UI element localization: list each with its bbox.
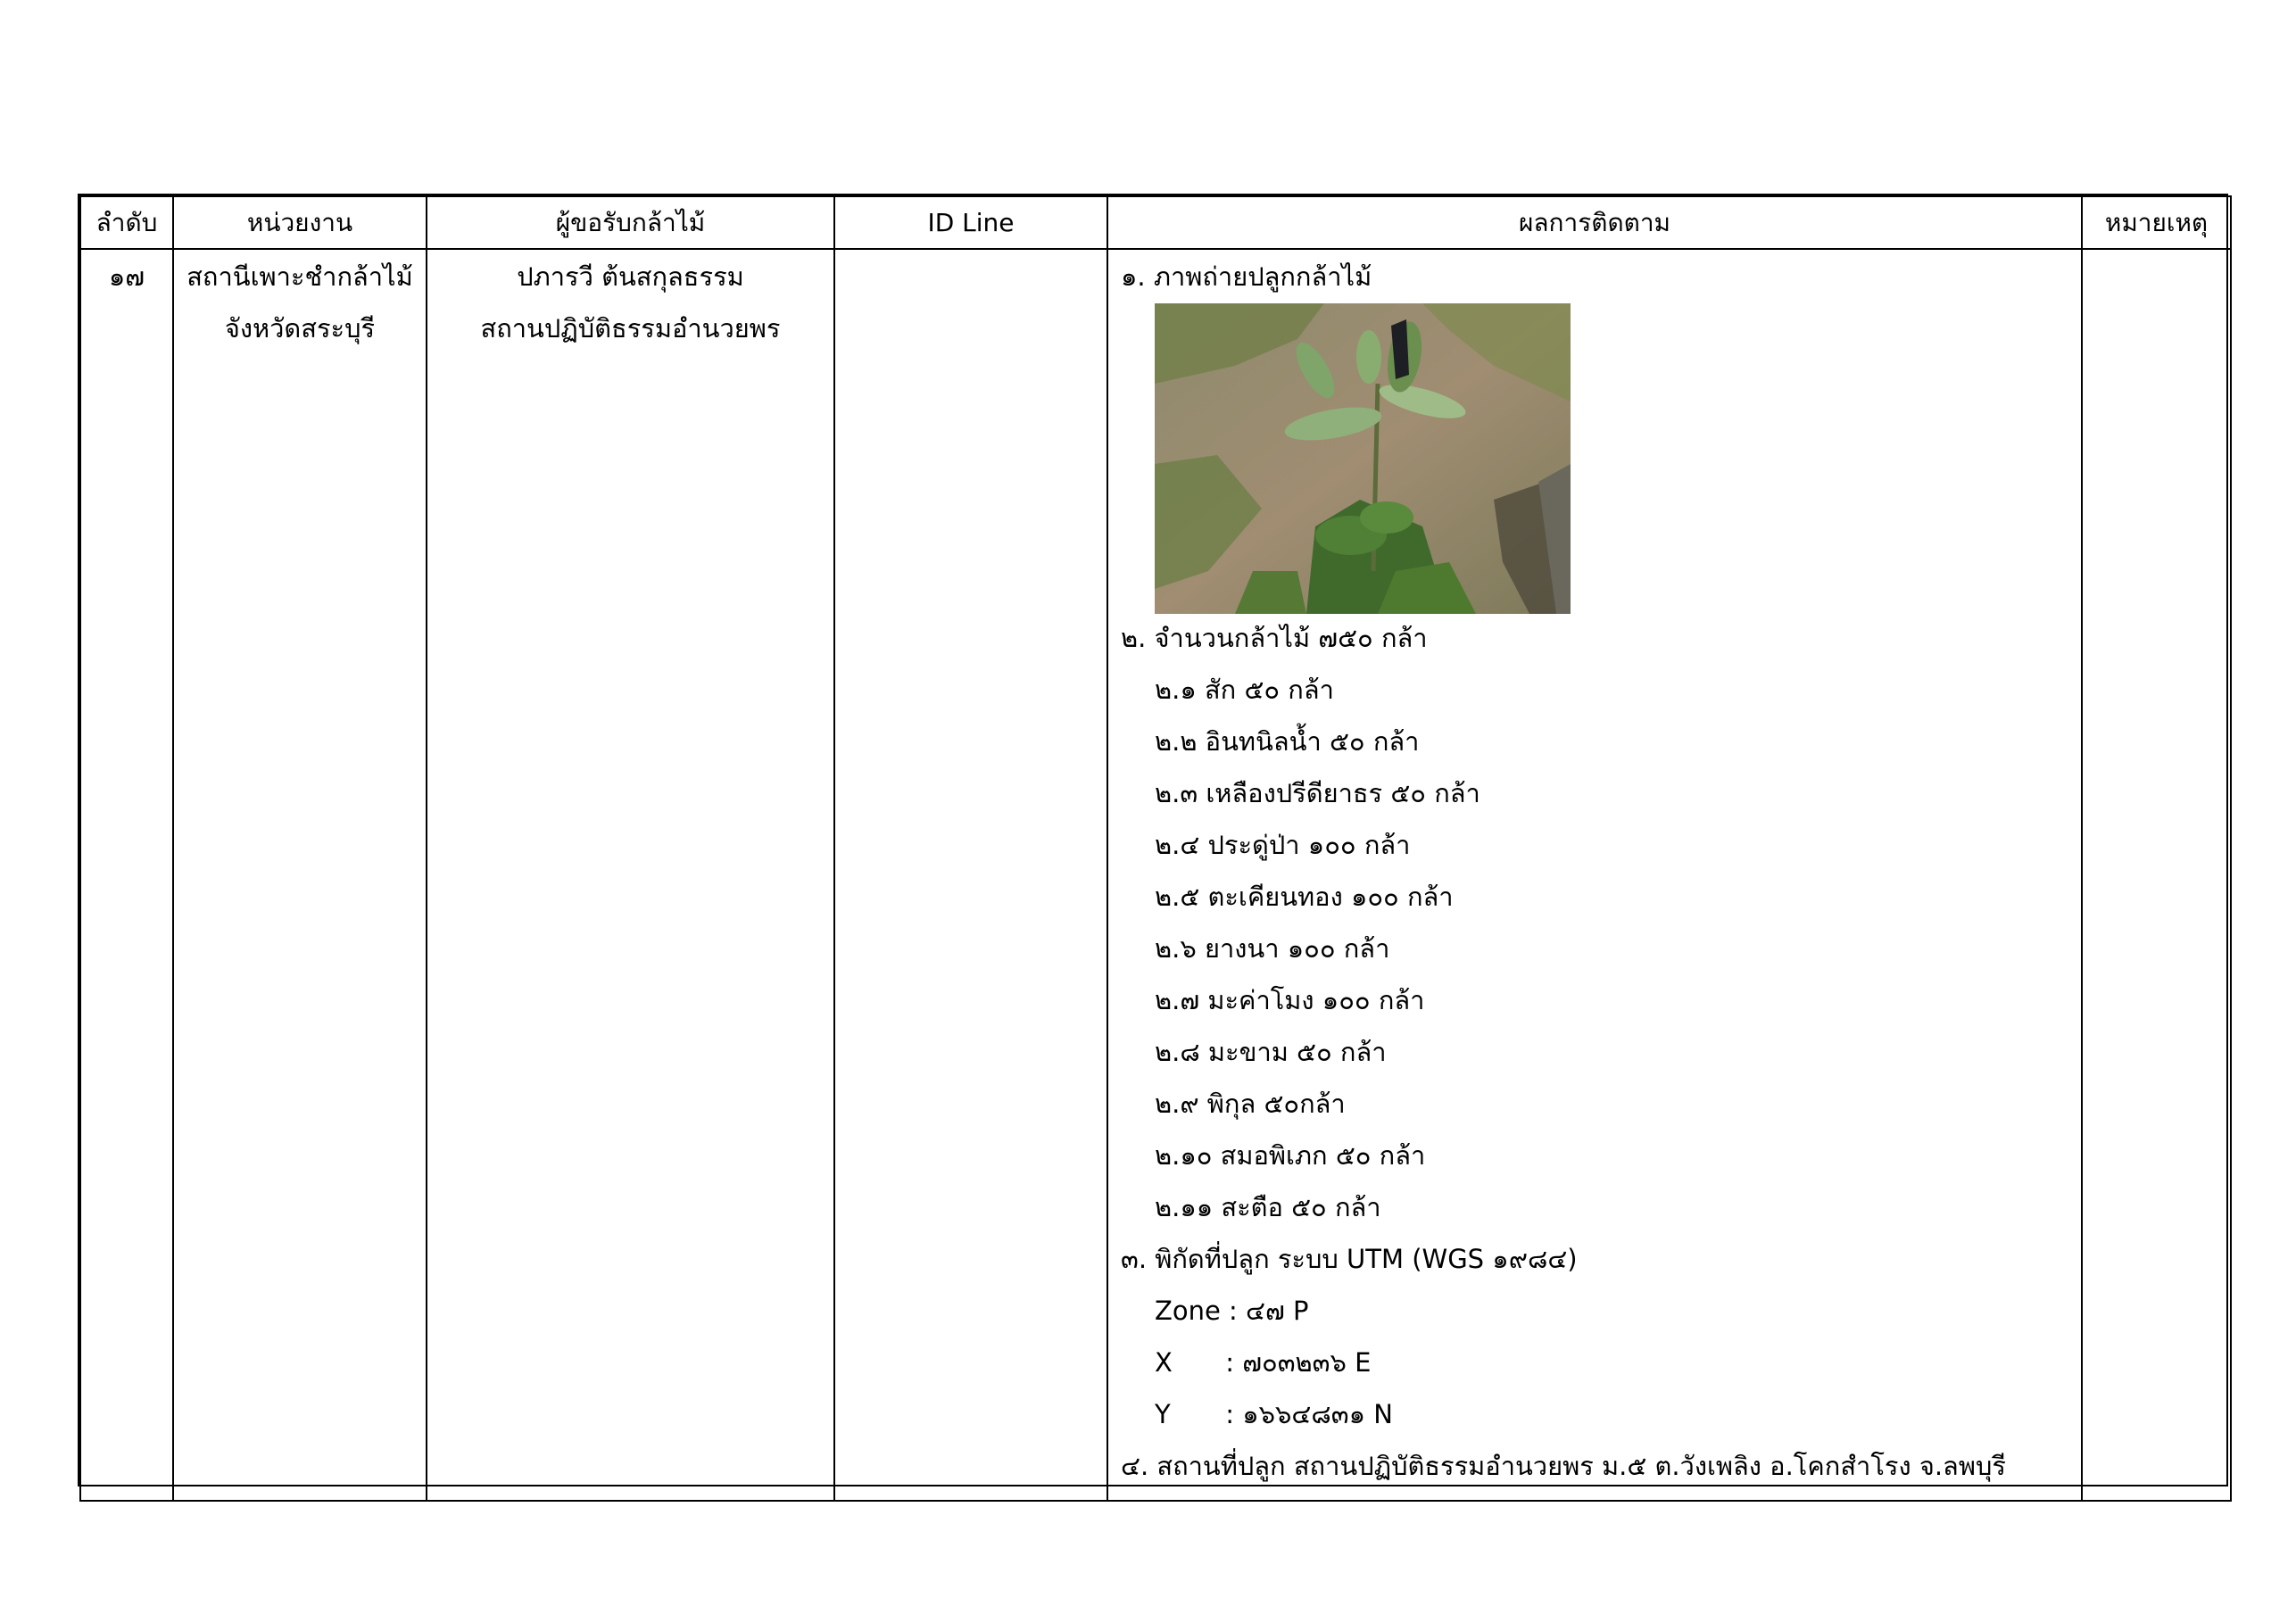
zone-value: ๔๗ P	[1246, 1296, 1309, 1326]
list-item: ๒.๖ ยางนา ๑๐๐ กล้า	[1155, 933, 1390, 964]
header-row	[80, 196, 2231, 249]
zone-label: Zone :	[1155, 1296, 1238, 1326]
agency-province: จังหวัดสระบุรี	[224, 313, 376, 344]
monitoring-table-frame	[78, 194, 2228, 1486]
cell-remark	[2082, 249, 2231, 1501]
monitoring-table	[79, 195, 2232, 1502]
y-label: Y	[1155, 1399, 1171, 1429]
seedling-count-heading: ๒. จำนวนกล้าไม้ ๗๕๐ กล้า	[1121, 623, 1428, 653]
cell-result	[1107, 249, 2082, 1501]
x-label: X	[1155, 1347, 1173, 1378]
header-id-line: ID Line	[834, 196, 1107, 249]
order-number: ๑๗	[108, 261, 145, 292]
list-item: ๒.๔ ประดู่ป่า ๑๐๐ กล้า	[1155, 830, 1411, 860]
y-coordinate-line	[1121, 1396, 2081, 1448]
header-remark: หมายเหตุ	[2082, 196, 2231, 249]
header-agency: หน่วยงาน	[173, 196, 427, 249]
photo-heading: ๑. ภาพถ่ายปลูกกล้าไม้	[1121, 261, 1372, 292]
cell-order	[80, 249, 173, 1501]
cell-agency	[173, 249, 427, 1501]
list-item: ๒.๓ เหลืองปรีดียาธร ๕๐ กล้า	[1155, 778, 1480, 808]
list-item: ๒.๑๑ สะตือ ๕๐ กล้า	[1155, 1192, 1381, 1222]
list-item: ๒.๙ พิกุล ๕๐กล้า	[1155, 1089, 1346, 1119]
list-item: ๒.๑ สัก ๕๐ กล้า	[1155, 675, 1334, 705]
agency-name: สถานีเพาะชำกล้าไม้	[186, 261, 413, 292]
table-row	[80, 249, 2231, 1501]
list-item: ๒.๘ มะขาม ๕๐ กล้า	[1155, 1037, 1387, 1067]
requester-organization: สถานปฏิบัติธรรมอำนวยพร	[480, 313, 781, 344]
y-value: : ๑๖๖๔๘๓๑ N	[1225, 1399, 1393, 1429]
header-order: ลำดับ	[80, 196, 173, 249]
requester-name: ปภารวี ต้นสกุลธรรม	[517, 261, 744, 292]
id-line-value	[835, 259, 1107, 311]
cell-requester	[427, 249, 834, 1501]
list-item: ๒.๕ ตะเคียนทอง ๑๐๐ กล้า	[1155, 882, 1454, 912]
list-item: ๒.๒ อินทนิลน้ำ ๕๐ กล้า	[1155, 726, 1420, 757]
header-result: ผลการติดตาม	[1107, 196, 2082, 249]
coordinates-heading: ๓. พิกัดที่ปลูก ระบบ UTM (WGS ๑๙๘๔)	[1121, 1244, 1578, 1274]
x-coordinate-line	[1121, 1345, 2081, 1396]
planting-location: ๔. สถานที่ปลูก สถานปฏิบัติธรรมอำนวยพร ม.๕ ต.วังเพลิง อ.โคกสำโรง จ.ลพบุรี	[1121, 1451, 2006, 1481]
photo-container	[1121, 303, 2081, 620]
list-item: ๒.๗ มะค่าโมง ๑๐๐ กล้า	[1155, 985, 1425, 1015]
list-item: ๒.๑๐ สมอพิเภก ๕๐ กล้า	[1155, 1140, 1426, 1171]
cell-id-line	[834, 249, 1107, 1501]
x-value: : ๗๐๓๒๓๖ E	[1225, 1347, 1372, 1378]
zone-line	[1121, 1293, 2081, 1345]
seedling-photo	[1155, 303, 1571, 614]
header-requester: ผู้ขอรับกล้าไม้	[427, 196, 834, 249]
